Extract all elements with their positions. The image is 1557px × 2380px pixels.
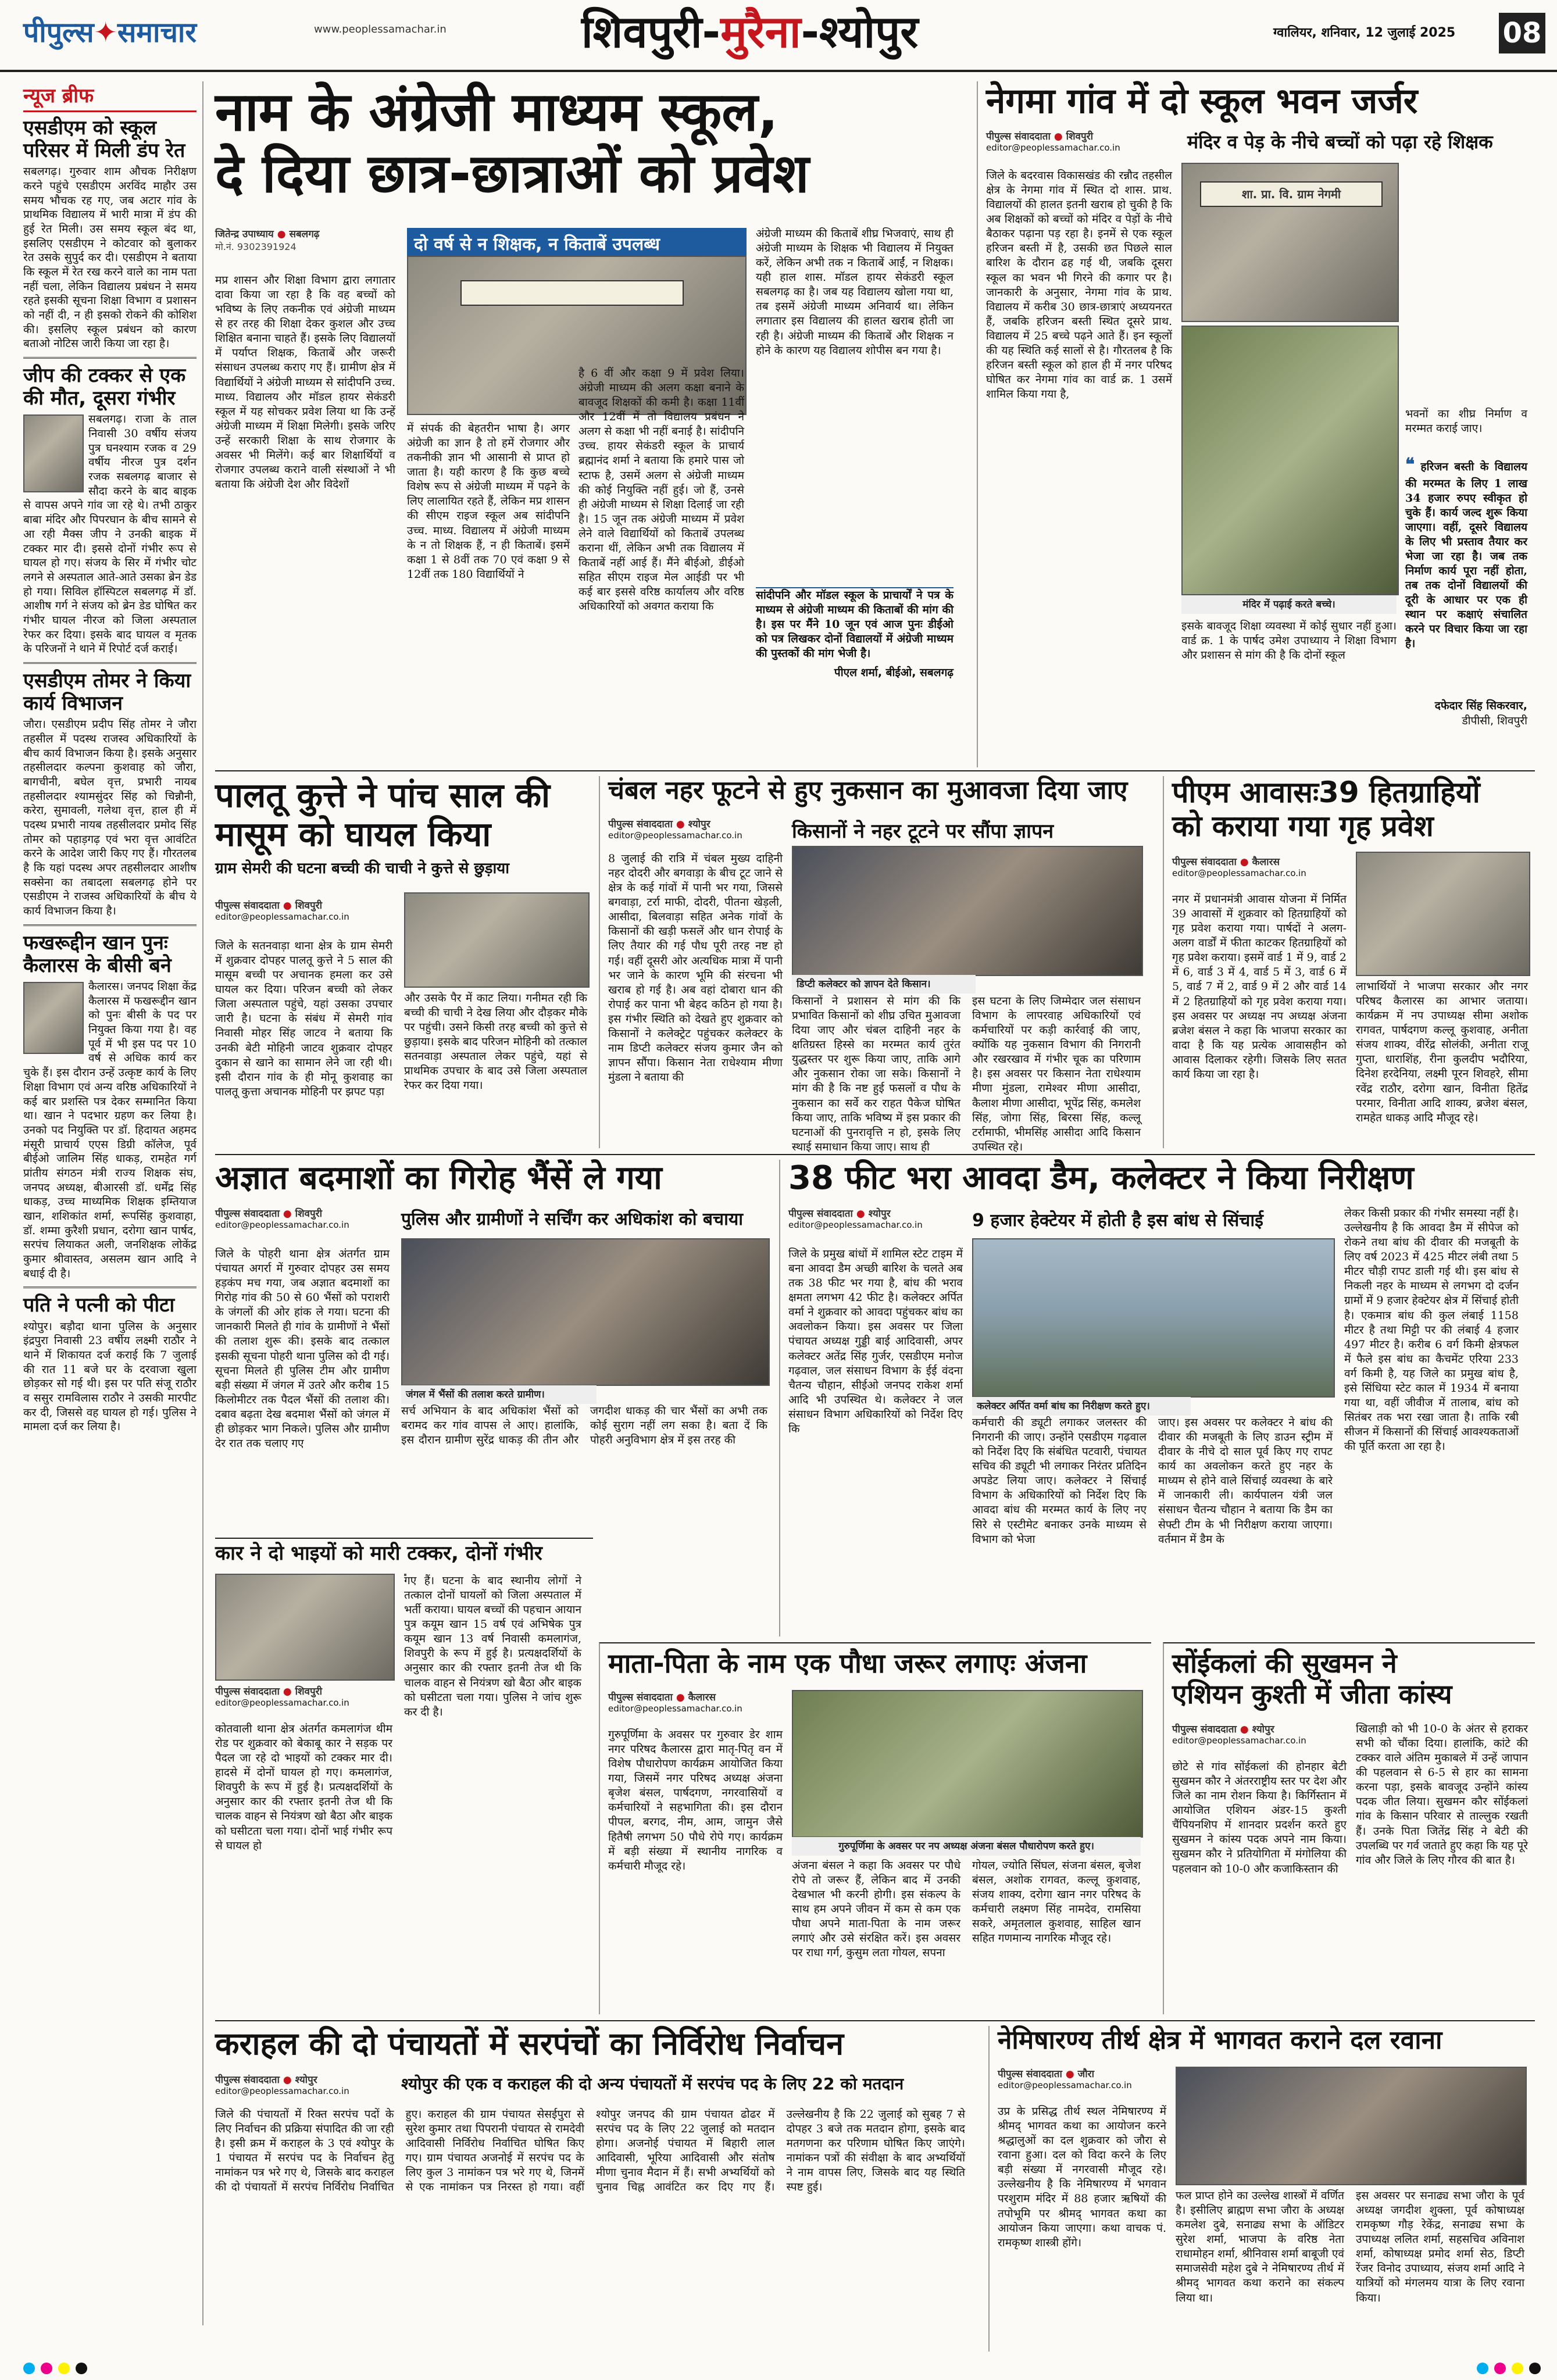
naimisharanya-headline: नेमिषारण्य तीर्थ क्षेत्र में भागवत कराने दल रवाना [998,2025,1442,2055]
brief-body: सबलगढ़। गुरुवार शाम औचक निरीक्षण करने पहुंचे एसडीएम अरविंद माहौर उस समय भौचक रह गए, जब अटार गांव के प्राथमिक विद्यालय में भारी मात्रा में डंप की हुई रेत मिली। उस समय स्कूल बंद था, इसलिए एसडीएम ने कोटवार को बुलाकर रेत उसके सुपुर्द कर दी। एसडीएम ने बताया कि स्कूल में रेत रख करने वाले का नाम पता नहीं चला, लेकिन विद्यालय प्रबंधन ने समय रहते इसकी सूचना शिक्षा विभाग व प्रशासन को नहीं दी, न ही इसको रोकने की कोशिश की। इसलिए स्कूल प्रबंधन को कारण बताओ नोटिस जारी किया जा रहा है। [23,165,197,351]
byline-name: पीपुल्स संवाददाता [986,131,1051,142]
lead-headline-1: नाम के अंग्रेजी माध्यम स्कूल, [215,81,779,143]
quote-author-title: डीपीसी, शिवपुरी [1462,714,1527,727]
car-byline [215,1684,390,1717]
brief-item [23,932,197,1281]
byline-email[interactable]: editor@peoplessamachar.co.in [215,912,349,922]
tree-body-right: गोयल, ज्योति सिंघल, संजना बंसल, बृजेश बंसल, अशोक रागवत, कल्लू कुशवाह, संजय शाक्य, दरोगा खान नगर परिषद के कर्मचारी लक्ष्मण सिंह नामदेव, रामसिया सकरे, अमृतलाल कुशवाह, साहिल खान सहित गणमान्य नागरिक मौजूद रहे। [972,1859,1141,1945]
bullet-icon: ● [676,1692,685,1703]
pmay-body-left: नगर में प्रधानमंत्री आवास योजना में निर्मित 39 आवासों में शुक्रवार को हितग्राहियों को गृह प्रवेश कराया गया। पार्षदों ने अलग-अलग वार्डों में फीता काटकर हितग्राहियों को गृह प्रवेश कराया। इसमें वार्ड 1 में 9, वार्ड 2 में 6, वार्ड 3 में 4, वार्ड 5 में 3, वार्ड 6 में 5, वार्ड 7 में 2, वार्ड 9 में 2 और वार्ड 14 में 2 हितग्राहियों को गृह प्रवेश कराया गया। इस अवसर पर अध्यक्ष नप अध्यक्ष अंजना ब्रजेश बंसल ने कहा कि भाजपा सरकार का वादा है कि यह प्रत्येक आवासहीन को आवास दिलाकर रहेगी। जिसके लिए सतत कार्य किया जा रहा है। [1172,893,1347,1081]
lead-byline [215,227,390,267]
negma-quote-author [1405,698,1527,744]
lead-col-4: अंग्रेजी माध्यम की किताबें शीघ्र भिजवाएं, साथ ही अंग्रेजी माध्यम के शिक्षक भी विद्यालय में नियुक्त करें, लेकिन अभी तक न किताबें आईं, न शिक्षक। यही हाल शास. मॉडल हायर सेकंडरी स्कूल सबलगढ़ का है। जब यह विद्यालय खोला गया था, तब इसमें अंग्रेजी माध्यम अनिवार्य था। लेकिन लगातार इस विद्यालय की हालत खराब होती जा रही है। अंग्रेजी माध्यम की किताबें और शिक्षक न होने के कारण यह विद्यालय शोपीस बन गया है। [756,227,954,357]
griha-pravesh-photo [1356,852,1530,976]
negma-school-photo [1181,163,1399,322]
news-brief-sidebar [23,81,203,2325]
chambal-subhead: किसानों ने नहर टूटने पर सौंपा ज्ञापन [792,820,1054,843]
edition-shivpuri: शिवपुरी- [581,6,721,58]
byline-name: पीपुल्स संवाददाता [215,2074,280,2086]
car-body-left: कोतवाली थाना क्षेत्र अंतर्गत कमलागंज थीम रोड पर शुक्रवार को बेकाबू कार ने सड़क पर पैदल जा रहे दो भाइयों को टक्कर मार दी। हादसे में दोनों घायल हो गए। कमलागंज, शिवपुरी के रूप में हुई है। प्रत्यक्षदर्शियों के अनुसार कार की रफ्तार इतनी तेज थी कि चालक वाहन से नियंत्रण खो बैठा और बाइक को घसीटता चला गया। दोनों भाई गंभीर रूप से घायल हो [215,1723,392,1852]
byline-email[interactable]: editor@peoplessamachar.co.in [215,1698,349,1708]
gang-byline [215,1206,390,1239]
byline-name: पीपुल्स संवाददाता [215,1686,280,1698]
negma-body-right-top: भवनों का शीघ्र निर्माण व मरम्मत कराई जाए। [1405,408,1527,435]
gang-photo-caption: जंगल में भैंसों की तलाश करते ग्रामीण। [401,1385,597,1404]
byline-email[interactable]: editor@peoplessamachar.co.in [215,1220,349,1230]
bullet-icon: ● [283,1208,292,1220]
karahal-byline [215,2072,390,2105]
karahal-body: जिले की पंचायतों में रिक्त सरपंच पदों के लिए निर्वाचन की प्रक्रिया संपादित की जा रही है। इसी क्रम में कराहल के 3 एवं श्योपुर के 1 पंचायत में सरपंच पद के निर्वाचन हेतु नामांकन पत्र भरे गए थे, जिसके बाद कराहल की दो पंचायतों में सरपंच निर्विरोध निर्वाचित हुए। कराहल की ग्राम पंचायत सेसईपुरा से सुरेश कुमार तथा पिपरानी पंचायत से रामदेवी आदिवासी निर्विरोध निर्वाचित घोषित किए गए। ग्राम पंचायत अजनोई में सरपंच पद के लिए कुल 3 नामांकन पत्र भरे गए थे, जिनमें से एक नामांकन पत्र निरस्त हो गया। वहीं श्योपुर जनपद की ग्राम पंचायत ढोढर में सरपंच पद के लिए 22 जुलाई को मतदान होगा। अजनोई पंचायत में बिहारी लाल आदिवासी, भूरिया आदिवासी और संतोष मीणा चुनाव मैदान में हैं। सभी अभ्यर्थियों को चुनाव चिह्न आवंटित कर दिए गए हैं। उल्लेखनीय है कि 22 जुलाई को सुबह 7 से दोपहर 3 बजे तक मतदान होगा, इसके बाद मतगणना कर परिणाम घोषित किए जाएंगे। नामांकन पत्रों की संवीक्षा के बाद अभ्यर्थियों ने नाम वापस लिए, जिसके बाद यह स्थिति स्पष्ट हुई। [215,2108,965,2194]
dam-body-far: लेकर किसी प्रकार की गंभीर समस्या नहीं है। उल्लेखनीय है कि आवदा डैम में सीपेज को रोकने तथा बांध की दीवार की मजबूती के लिए वर्ष 2023 में 425 मीटर लंबी तथा 5 मीटर चौड़ी रापट डाली गई थी। इस बांध से निकली नहर के माध्यम से लगभग दो दर्जन ग्रामों में 9 हजार हेक्टेयर क्षेत्र में सिंचाई होती है। एकमात्र बांध की कुल लंबाई 1158 मीटर है तथा मिट्टी पर की लंबाई 4 हजार 497 मीटर है। करीब 6 वर्ग किमी क्षेत्रफल में फैले इस बांध का कैचमेंट एरिया 233 वर्ग किमी है, यह जिले का प्रमुख बांध है, इसे सिंधिया स्टेट काल में 1934 में बनाया गया था, वहीं जीवीज में तालाब, बांध को सितंबर तक भरा रखा जाता है। ताकि रबी सीजन में किसानों की सिंचाई आवश्यकताओं की पूर्ति करता आ रहा है। [1344,1207,1519,1453]
byline-name: जितेन्द्र उपाध्याय [215,228,274,240]
byline-place: श्योपुर [868,1208,891,1220]
tree-headline: माता-पिता के नाम एक पौधा जरूर लगाएः अंजना [608,1648,1087,1679]
byline-place: शिवपुरी [295,900,323,912]
chambal-body-left: 8 जुलाई की रात्रि में चंबल मुख्य दाहिनी नहर दोदरी और बगवाड़ा के बीच टूट जाने से क्षेत्र के कई गांवों में पानी भर गया, जिससे बगवाड़ा, टर्रा माफी, दोदरी, पीतना खेड़ली, आसीदा, बिलवाड़ा सहित अनेक गांवों के किसानों की खड़ी फसलें और धान रोपाई के लिए तैयार की गई पौध पूरी तरह नष्ट हो गई। वहीं दूसरी ओर अत्यधिक मात्रा में पानी भर जाने के कारण भूमि की संरचना भी खराब हो गई है। अब वहां दोबारा धान की रोपाई कर पाना भी बेहद कठिन हो गया है। इस गंभीर स्थिति को देखते हुए शुक्रवार को किसानों ने कलेक्ट्रेट पहुंचकर कलेक्टर के नाम डिप्टी कलेक्टर संजय कुमार जैन को ज्ञापन सौंपा। किसान नेता राधेश्याम मीणा मुंडला ने बताया की [608,852,783,1084]
byline-email[interactable]: editor@peoplessamachar.co.in [608,830,742,841]
chambal-body-right: इस घटना के लिए जिम्मेदार जल संसाधन विभाग के लापरवाह अधिकारियों एवं कर्मचारियों पर कड़ी कार्रवाई की जाए, क्योंकि यह नुकसान विभाग की निगरानी और रखरखाव में गंभीर चूक का परिणाम है। इस अवसर पर किसान नेता राधेश्याम मीणा मुंडला, रामेश्वर मीणा आसीदा, कैलाश मीणा आसीदा, भूपेंद्र सिंह, कमलेश सिंह, जोगा सिंह, बिरसा सिंह, कल्लू टर्रामाफी, भीमसिंह आसीदा आदि किसान उपस्थित रहे। [972,995,1141,1153]
bullet-icon: ● [1240,856,1249,868]
dam-body-left: जिले के प्रमुख बांधों में शामिल स्टेट टाइम में बना आवदा डैम अच्छी बारिश के चलते अब तक 38 फीट भर गया है, बांध की भराव क्षमता लगभग 42 फीट है। कलेक्टर अर्पित वर्मा ने शुक्रवार को आवदा पहुंचकर बांध का अवलोकन किया। इस अवसर पर जिला पंचायत अध्यक्ष गुड्डी बाई आदिवासी, अपर कलेक्टर अतेंद्र सिंह गुर्जर, एसडीएम मनोज गढ़वाल, जल संसाधन विभाग के ईई वंदना चैतन्य चौहान, सीईओ जनपद राकेश शर्मा आदि भी उपस्थित थे। कलेक्टर ने जल संसाधन विभाग अधिकारियों को निर्देश दिए कि [788,1248,963,1435]
lead-col-2: में संपर्क की बेहतरीन भाषा है। अगर अंग्रेजी का ज्ञान है तो हमें रोजगार और तकनीकी ज्ञान भी आसानी से प्राप्त हो जाता है। यही कारण है कि कुछ बच्चे विशेष रूप से अंग्रेजी माध्यम में पढ़ने के लिए लालायित रहते हैं, लेकिन मप्र शासन की सीएम राइज स्कूल अब सांदीपनि उच्च. माध्य. विद्यालय में अंग्रेजी माध्यम के न तो शिक्षक हैं, न ही किताबें। इसमें कक्षा 1 से 8वीं तक 70 एवं कक्षा 9 से 12वीं तक 180 विद्यार्थियों ने [407,422,570,581]
lead-story [215,81,965,767]
byline-place: शिवपुरी [295,1208,323,1220]
byline-place: सबलगढ़ [289,228,320,240]
negma-strap: मंदिर व पेड़ के नीचे बच्चों को पढ़ा रहे शिक्षक [1187,131,1493,153]
brief-item [23,670,197,919]
school-sign-board: शा. प्रा. वि. ग्राम नेगमी [1200,181,1383,207]
negma-quote-text [1405,453,1527,686]
paper-name-left: पीपुल्स [23,16,94,49]
brief-headline: फखरूद्दीन खान पुनः कैलारस के बीसी बने [23,931,172,977]
naimisharanya-story [988,2026,1535,2352]
byline-email[interactable]: editor@peoplessamachar.co.in [215,2086,349,2096]
byline-place: शिवपुरी [1066,131,1094,142]
dateline: ग्वालियर, शनिवार, 12 जुलाई 2025 [1273,26,1456,40]
brief-item [23,364,197,656]
brief-body: सबलगढ़। राजा के ताल निवासी 30 वर्षीय संजय पुत्र घनश्याम रजक व 29 वर्षीय नीरज पुत्र दर्शन रजक सबलगढ़ बाजार से सौदा करने के बाद बाइक से वापस अपने गांव जा रहे थे। तभी ठाकुर बाबा मंदिर और पिपरघान के बीच सामने से आ रही मैक्स जीप ने उनकी बाइक में टक्कर मार दी। इससे दोनों गंभीर रूप से घायल हो गए। संजय के सिर में गंभीर चोट लगने से अस्पताल आते-आते उसका ब्रेन डेड हो गया। सिविल हॉस्पिटल सबलगढ़ में डॉ. आशीष गर्ग ने संजय को ब्रेन डेड घोषित कर गंभीर घायल नीरज को जिला अस्पताल रेफर कर दिया। इसके बाद घायल व मृतक के परिजनों ने थाने में रिपोर्ट दर्ज कराई। [23,413,197,656]
negma-body-right-bottom: इसके बावजूद शिक्षा व्यवस्था में कोई सुधार नहीं हुआ। वार्ड क्र. 1 के पार्षद उमेश उपाध्याय ने शिक्षा विभाग और प्रशासन से मांग की है कि दोनों स्कूल [1181,620,1397,662]
tree-byline [608,1690,783,1723]
pm-awas-story [1163,776,1535,1148]
naimisharanya-body-left: उप्र के प्रसिद्ध तीर्थ स्थल नेमिषारण्य में श्रीमद् भागवत कथा का आयोजन करने श्रद्धालुओं का दल शुक्रवार को जौरा से रवाना हुआ। दल को विदा करने के लिए बड़ी संख्या में नगरवासी मौजूद रहे। उल्लेखनीय है कि नेमिषारण्य में भगवान परशुराम मंदिर में 88 हजार ऋषियों की तपोभूमि पर श्रीमद् भागवत कथा का आयोजन किया जाएगा। कथा वाचक पं. रामकृष्ण शास्त्री होंगे। [998,2105,1166,2249]
quote-body: हरिजन बस्ती के विद्यालय की मरम्मत के लिए 1 लाख 34 हजार रुपए स्वीकृत हो चुके हैं। कार्य जल्द शुरू किया जाएगा। वहीं, दूसरे विद्यालय के लिए भी प्रस्ताव तैयार कर भेजा जा रहा है। जब तक निर्माण कार्य पूरा नहीं होता, तब तक दोनों विद्यालयों की दूरी के आधार पर एक ही स्थान पर कक्षाएं संचालित करने पर विचार किया जा रहा है। [1405,460,1527,651]
byline-name: पीपुल्स संवाददाता [608,819,673,830]
gang-headline: अज्ञात बदमाशों का गिरोह भैंसें ले गया [215,1159,662,1197]
hospital-injured-photo [215,1574,395,1681]
dam-body-mid: कर्मचारी की ड्यूटी लगाकर जलस्तर की निगरानी की जाए। उन्होंने एसडीएम गढ़वाल को निर्देश दिए कि संबंधित पटवारी, पंचायत सचिव की ड्यूटी भी लगाकर निरंतर प्रतिदिन अपडेट लिया जाए। कलेक्टर ने सिंचाई विभाग के अधिकारियों को निर्देश दिए कि आवदा बांध की मरम्मत कार्य के लिए नए सिरे से एस्टीमेट बनाकर उनके माध्यम से विभाग को भेजा [972,1416,1147,1546]
bullet-icon: ● [1054,131,1063,142]
karahal-strap: श्योपुर की एक व कराहल की दो अन्य पंचायतों में सरपंच पद के लिए 22 को मतदान [401,2074,904,2093]
naimisharanya-body-far: इस अवसर पर सनाढ्य सभा जौरा के पूर्व अध्यक्ष जगदीश शुक्ला, पूर्व कोषाध्यक्ष रामकृष्ण गौड़ रेकेंद्र, सनाढ्य सभा के उपाध्यक्ष ललित शर्मा, सहसचिव अविनाश शर्मा, कोषाध्यक्ष प्रमोद शर्मा सेठ, डिप्टी रेंजर विनोद उपाध्याय, संजय शर्मा आदि ने यात्रियों को मंगलमय यात्रा के लिए रवाना किया। [1356,2189,1524,2304]
wrestling-headline-1: सोंईकलां की सुखमन ने [1172,1648,1397,1679]
quote-author-name: दफेदार सिंह सिकरवार, [1434,699,1527,712]
car-headline: कार ने दो भाइयों को मारी टक्कर, दोनों गंभीर [215,1542,542,1565]
byline-email[interactable]: editor@peoplessamachar.co.in [986,142,1120,153]
wrestling-byline [1172,1722,1347,1754]
edition-morena: मुरैना [720,6,801,58]
gang-strap: पुलिस और ग्रामीणों ने सर्चिंग कर अधिकांश को बचाया [401,1209,744,1230]
wrestling-bronze-story [1163,1642,1535,2014]
karahal-headline: कराहल की दो पंचायतों में सरपंचों का निर्विरोध निर्वाचन [215,2025,844,2062]
byline-name: पीपुल्स संवाददाता [608,1692,673,1703]
bullet-icon: ● [1065,2068,1074,2080]
dog-bite-story [215,776,587,1148]
logo-mark-icon: ✦ [94,16,117,49]
tree-body-mid: अंजना बंसल ने कहा कि अवसर पर पौधे रोपे तो जरूर हैं, लेकिन बाद में उनकी देखभाल भी करनी होगी। इस संकल्प के साथ हम अपने जीवन में कम से कम एक पौधा अपने माता-पिता के नाम जरूर लगाएं और उसे संरक्षित करें। इस अवसर पर राधा गर्ग, कुसुम लता गोयल, सपना [792,1859,960,1960]
bullet-icon: ● [283,1686,292,1698]
dog-headline-1: पालतू कुत्ते ने पांच साल की [215,776,551,815]
negma-body-left: जिले के बदरवास विकासखंड की रन्नौद तहसील क्षेत्र के नेगमा गांव में स्थित दो शास. प्राथ. विद्यालयों की हालत इतनी खराब हो चुकी है कि अब शिक्षकों को बच्चों को मंदिर व पेड़ों के नीचे बैठाकर पढ़ाना पड़ रहा है। इनमें से एक स्कूल हरिजन बस्ती में है, उसकी छत पिछले साल बारिश के दौरान ढह गई थी, जबकि दूसरा स्कूल का भवन भी गिरने की कगार पर है। जानकारी के अनुसार, नेगमा गांव के प्राथ. विद्यालय में करीब 30 छात्र-छात्राएं अध्ययनरत हैं, जबकि हरिजन बस्ती स्थित दूसरे प्राथ. विद्यालय में 25 बच्चे पढ़ने आते हैं। इन स्कूलों की यह स्थिति कई सालों से है। गौरतलब है कि हरिजन बस्ती स्कूल को हाल ही में नगर परिषद घोषित कर नेगमा गांव का वार्ड क्र. 1 उसमें शामिल किया गया है, [986,169,1172,401]
brief-body: श्योपुर। बड़ौदा थाना पुलिस के अनुसार इंद्रपुरा निवासी 23 वर्षीय लक्ष्मी राठौर ने थाने में शिकायत दर्ज कराई कि 7 जुलाई की रात 11 बजे घर के दरवाजा खुला छोड़कर सो गई थी। इस पर पति संजू राठौर व ससुर रामविलास राठौर ने उसकी मारपीट कर दी, जिससे वह घायल हो गई। पुलिस ने मामला दर्ज कर लिया है। [23,1320,197,1434]
byline-place: कैलारस [688,1692,716,1703]
tree-plantation-story [599,1642,1151,2014]
paper-name-right: समाचार [117,16,197,49]
edition-title [581,6,1023,58]
lead-col-1: मप्र शासन और शिक्षा विभाग द्वारा लगातार दावा किया जा रहा है कि वह बच्चों को भविष्य के लिए तकनीक एवं अंग्रेजी माध्यम से हर तरह की शिक्षा देकर कुशल और उच्च शिक्षित बनाना चाहते हैं। इसके लिए विद्यालयों में पर्याप्त शिक्षक, किताबें और जरूरी संसाधन उपलब्ध कराए गए हैं। ग्रामीण क्षेत्र में विद्यार्थियों ने अंग्रेजी माध्यम से सांदीपनि उच्च. माध्य. विद्यालय और मॉडल हायर सेकंडरी स्कूल में यह सोचकर प्रवेश लिया था कि उन्हें अंग्रेजी माध्यम में शिक्षा मिलेगी। इसके जरिए उन्हें सरकारी शिक्षा के साथ रोजगार के अवसर भी मिलेंगे। कई बार शिक्षार्थियों व रोजगार उपलब्ध कराने वाली संस्थाओं ने भी बताया कि अंग्रेजी देश और विदेशों [215,274,395,491]
dam-inspection-photo [972,1238,1335,1398]
dam-byline [788,1206,963,1239]
pmay-headline-1: पीएम आवासः39 हितग्राहियों [1172,776,1480,809]
brief-body: कैलारस। जनपद शिक्षा केंद्र कैलारस में फखरूद्दीन खान को पुनः बीसी के पद पर नियुक्त किया गया है। वह पूर्व में भी इस पद पर 10 वर्ष से अधिक कार्य कर चुके हैं। इस दौरान उन्हें उत्कृष्ट कार्य के लिए शिक्षा विभाग एवं अन्य वरिष्ठ अधिकारियों ने कई बार प्रशस्ति पत्र देकर सम्मानित किया था। खान ने पदभार ग्रहण कर लिया है। उनको पद नियुक्ति पर डॉ. हिदायत अहमद मंसूरी प्राचार्य एएस डिग्री कॉलेज, पूर्व बीईओ जालिम सिंह धाकड़, रामहेत गर्ग प्रांतीय संगठन मंत्री राज्य शिक्षक संघ, जनपद अध्यक्ष, बीआरसी डॉ. धर्मेंद्र सिंह धाकड़, उच्च माध्यमिक शिक्षक इम्तियाज खान, शशिकांत शर्मा, रूपसिंह कुशवाहा, डॉ. शम्मा कुरैशी प्रधान, दरोगा खान पार्षद, सरपंच लियाकत अली, जनशिक्षक लोकेंद्र कुमार श्रीवास्तव, असलम खान आदि ने बधाई दी है। [23,980,197,1280]
temple-class-photo [1181,326,1399,595]
print-registration-marks [0,2360,1557,2378]
byline-email[interactable]: editor@peoplessamachar.co.in [608,1703,742,1714]
pmay-body-right: लाभार्थियों ने भाजपा सरकार और नगर परिषद कैलारस का आभार जताया। कार्यक्रम में नप उपाध्यक्ष सीमा अशोक रागवत, पार्षदगण कल्लू कुशवाह, अनीता संजय शाक्य, वीरेंद्र सोलंकी, अनीता राजू गुप्ता, धाराशिंह, रीना कुलदीप भदौरिया, दिनेश हरदेनिया, लक्ष्मी पूरन शिवहरे, सीमा रवेंद्र राठौर, दरोगा खान, विनीता हितेंद्र परमार, विनीता आदि शाक्य, ब्रजेश बंसल, रामहेत धाकड़ आदि मौजूद रहे। [1356,980,1528,1124]
pmay-headline-2: को कराया गया गृह प्रवेश [1172,809,1434,843]
byline-place: कैलारस [1252,856,1280,868]
news-brief-tag: न्यूज ब्रीफ [23,81,197,112]
dog-byline [215,898,390,933]
website-url[interactable]: www.peoplessamachar.in [314,23,447,35]
dam-body-right: जाए। इस अवसर पर कलेक्टर ने बांध की दीवार की मजबूती के लिए डाउन स्ट्रीम में दीवार के नीचे दो साल पूर्व किए गए रापट कार्य का अवलोकन करते हुए नहर के माध्यम से होने वाले सिंचाई व्यवस्था के बारे में जानकारी ली। कार्यपालन यंत्री जल संसाधन चैतन्य चौहान ने बताया कि डैम का सेफ्टी टीम के भी निरीक्षण कराया जाएगा। वर्तमान में डैम के [1158,1416,1333,1546]
car-accident-story [215,1538,593,2016]
negma-story [977,81,1535,767]
dam-photo-caption: कलेक्टर अर्पित वर्मा बांध का निरीक्षण करते हुए। [972,1397,1191,1416]
chambal-body-mid: किसानों ने प्रशासन से मांग की कि प्रभावित किसानों को शीघ्र उचित मुआवजा दिया जाए और चंबल दाहिनी नहर के क्षतिग्रस्त हिस्से का मरम्मत कार्य तुरंत युद्धस्तर पर शुरू किया जाए, ताकि आगे और नुकसान रोका जा सके। किसानों ने मांग की है कि नष्ट हुई फसलों व पौध के नुकसान का सर्वे कर राहत पैकेज घोषित किया जाए, ताकि भविष्य में इस प्रकार की घटनाओं की पुनरावृत्ति न हो, इसके लिए स्थाई समाधान किया जाए। साथ ही [792,995,960,1153]
fakhruddin-khan-photo [23,982,84,1054]
byline-name: पीपुल्स संवाददाता [215,900,280,912]
farmers-memorandum-photo [792,846,1143,976]
brief-headline: एसडीएम तोमर ने किया कार्य विभाजन [23,669,191,716]
brief-headline: जीप की टक्कर से एक की मौत, दूसरा गंभीर [23,364,186,410]
wrestling-body-right: खिलाड़ी को भी 10-0 के अंतर से हराकर सभी को चौंका दिया। हालांकि, कांटे की टक्कर वाले अंतिम मुकाबले में उन्हें जापान की पहलवान से 6-5 से हार का सामना करना पड़ा, इसके बावजूद उन्होंने कांस्य पदक जीत लिया। सुखमन कौर सोंईकलां गांव के किसान परिवार से ताल्लुक रखती हैं। उनके पिता जितेंद्र सिंह ने बेटी की उपलब्धि पर गर्व जताते हुए कहा कि यह पूरे गांव और जिले के लिए गौरव की बात है। [1356,1723,1528,1867]
wrestling-body-left: छोटे से गांव सोंईकलां की होनहार बेटी सुखमन कौर ने अंतरराष्ट्रीय स्तर पर देश और जिले का नाम रोशन किया है। किर्गिस्तान में आयोजित एशियन अंडर-15 कुश्ती चैंपियनशिप में शानदार प्रदर्शन करते हुए सुखमन ने कांस्य पदक अपने नाम किया। सुखमन कौर ने प्रतियोगिता में मंगोलिया की पहलवान को 10-0 और कजाकिस्तान की [1172,1760,1347,1875]
dog-body-right: और उसके पैर में काट लिया। गनीमत रही कि बच्ची की चाची ने देख लिया और दौड़कर मौके पर पहुंची। उसने किसी तरह बच्ची को कुत्ते से छुड़ाया। इसके बाद परिजन मोहिनी को तत्काल सतनवाड़ा अस्पताल लेकर पहुंचे, यहां से प्राथमिक उपचार के बाद उसे जिला अस्पताल रेफर कर दिया गया। [404,992,587,1092]
byline-place: श्योपुर [1252,1724,1274,1735]
naimisharanya-body-right: फल प्राप्त होने का उल्लेख शास्त्रों में वर्णित है। इसीलिए ब्राह्मण सभा जौरा के अध्यक्ष कमलेश दुबे, सनाढ्य सभा के ऑडिटर सुरेश शर्मा, भाजपा के वरिष्ठ नेता राधामोहन शर्मा, श्रीनिवास शर्मा बाबूजी एवं समाजसेवी महेश दुबे ने नेमिषारण्य तीर्थ में श्रीमद् भागवत कथा कराने का संकल्प लिया था। [1176,2189,1344,2304]
quote-icon: ❝ [1405,455,1415,475]
wrestling-headline-2: एशियन कुश्ती में जीता कांस्य [1172,1678,1452,1710]
tree-photo-caption: गुरुपूर्णिमा के अवसर पर नप अध्यक्ष अंजना बंसल पौधारोपण करते हुए। [792,1837,1141,1856]
villagers-search-photo [401,1238,770,1386]
negma-headline: नेगमा गांव में दो स्कूल भवन जर्जर [986,81,1418,121]
byline-place: जौरा [1077,2068,1094,2080]
pilgrims-group-photo [1176,2067,1527,2185]
plantation-photo [792,1690,1143,1838]
byline-place: शिवपुरी [295,1686,323,1698]
lead-headline-2: दे दिया छात्र-छात्राओं को प्रवेश [215,142,809,205]
byline-email[interactable]: editor@peoplessamachar.co.in [998,2080,1132,2090]
brief-headline: पति ने पत्नी को पीटा [23,1293,175,1317]
accident-victim-photo [23,414,84,492]
bullet-icon: ● [277,228,286,240]
dam-headline: 38 फीट भरा आवदा डैम, कलेक्टर ने किया निरीक्षण [788,1159,1414,1197]
karahal-election-story [215,2026,977,2352]
byline-name: पीपुल्स संवाददाता [215,1208,280,1220]
gang-body-left: जिले के पोहरी थाना क्षेत्र अंतर्गत ग्राम पंचायत अगर्रा में गुरुवार दोपहर उस समय हड़कंप मच गया, जब अज्ञात बदमाशों का गिरोह गांव की 50 से 60 भैंसों को पराशरी के जंगलों की ओर हांक ले गया। घटना की जानकारी मिलते ही गांव के ग्रामीणों ने भैंसों की तलाश शुरू की। इसके बाद तत्काल इसकी सूचना पोहरी थाना पुलिस को दी गई। सूचना मिलते ही पुलिस टीम और ग्रामीण बड़ी संख्या में जंगल में उतरे और करीब 15 किलोमीटर तक पैदल भैंसों की तलाश की। दबाव बढ़ता देख बदमाश भैंसों को जंगल में ही छोड़कर भाग निकले। पुलिस और ग्रामीण देर रात तक चलाए गए [215,1248,390,1450]
bullet-icon: ● [283,2074,292,2086]
chambal-photo-caption: डिप्टी कलेक्टर को ज्ञापन देते किसान। [792,975,976,994]
byline-name: पीपुल्स संवाददाता [1172,1724,1237,1735]
negma-byline [986,129,1178,164]
dog-strap: ग्राम सेमरी की घटना बच्ची की चाची ने कुत्ते से छुड़ाया [215,860,509,878]
pullquote-text: सांदीपनि और मॉडल स्कूल के प्राचार्यों ने पत्र के माध्यम से अंग्रेजी माध्यम की किताबों की मांग की है। इस पर मैंने 10 जून एवं आज पुनः डीईओ को पत्र लिखकर दोनों विद्यालयों में अंग्रेजी माध्यम की पुस्तकों की मांग भेजी है। [756,589,954,660]
byline-place: श्योपुर [688,819,710,830]
tree-body-left: गुरुपूर्णिमा के अवसर पर गुरुवार डेर शाम नगर परिषद कैलारस द्वारा मातृ-पितृ वन में विशेष पौधारोपण कार्यक्रम आयोजित किया गया, जिसमें नगर परिषद अध्यक्ष अंजना बृजेश बंसल, पार्षदगण, नगरवासियों व कर्मचारियों ने सहभागिता की। इस दौरान पीपल, बरगद, नीम, आम, जामुन जैसे हितैषी लगभग 50 पौधे रोपे गए। कार्यक्रम में बड़ी संख्या में स्थानीय नागरिक व कर्मचारी मौजूद रहे। [608,1728,783,1872]
byline-name: पीपुल्स संवाददाता [788,1208,853,1220]
chambal-canal-story [599,776,1151,1153]
byline-name: पीपुल्स संवाददाता [1172,856,1237,868]
brief-item [23,1294,197,1434]
dog-headline-2: मासूम को घायल किया [215,814,491,854]
bullet-icon: ● [856,1208,865,1220]
byline-email[interactable]: editor@peoplessamachar.co.in [1172,868,1306,878]
bullet-icon: ● [283,900,292,912]
temple-class-caption: मंदिर में पढ़ाई करते बच्चे। [1181,595,1397,614]
lead-strap: दो वर्ष से न शिक्षक, न किताबें उपलब्ध [407,228,747,258]
edition-sheopur: -श्योपुर [801,6,919,58]
byline-email[interactable]: editor@peoplessamachar.co.in [788,1220,923,1230]
dam-strap: 9 हजार हेक्टेयर में होती है इस बांध से सिंचाई [972,1210,1263,1231]
buffalo-theft-story [215,1160,767,1532]
bullet-icon: ● [676,819,685,830]
byline-name: पीपुल्स संवाददाता [998,2068,1062,2080]
dog-victim-photo [404,892,590,988]
lead-pullquote [756,587,954,757]
pullquote-author: पीएल शर्मा, बीईओ, सबलगढ़ [834,666,954,680]
byline-place: श्योपुर [295,2074,317,2086]
chambal-headline: चंबल नहर फूटने से हुए नुकसान का मुआवजा दिया जाए [608,776,1128,805]
byline-mobile: मो.नं. 9302391924 [215,241,297,252]
pmay-byline [1172,855,1347,887]
masthead [0,0,1557,72]
gang-body-right: सर्च अभियान के बाद अधिकांश भैंसों को बरामद कर गांव वापस ले आए। हालांकि, इस दौरान ग्रामीण सुरेंद्र धाकड़ की तीन और जगदीश धाकड़ की चार भैंसों का अभी तक कोई सुराग नहीं लग सका है। बता दें कि पोहरी अनुविभाग क्षेत्र में इस तरह की [401,1405,767,1447]
naimisharanya-byline [998,2067,1172,2099]
brief-body: जौरा। एसडीएम प्रदीप सिंह तोमर ने जौरा तहसील में पदस्थ राजस्व अधिकारियों के बीच कार्य विभाजन किया है। इसके अनुसार तहसीलदार कल्पना कुशवाह को जौरा, बागचीनी, बघेल वृत्त, प्रभारी नायब तहसीलदार श्यामसुंदर सिंह को चिन्नौनी, करेरा, सुमावली, गलेथा वृत्त, हाल ही में पदस्थ प्रभारी नायब तहसीलदार प्रमोद सिंह तोमर को पहाड़गढ़ एवं भरा वृत्त आवंटित करने के आदेश जारी किए गए हैं। गौरतलब है कि यहां पदस्थ अपर तहसीलदार आशीष सक्सेना का तबादला सबलगढ़ होने पर एसडीएम ने राजस्व अधिकारियों के बीच ये कार्य विभाजन किया है। [23,718,197,918]
chambal-byline [608,817,783,849]
brief-headline: एसडीएम को स्कूल परिसर में मिली डंप रेत [23,116,185,163]
lead-col-3: है 6 वीं और कक्षा 9 में प्रवेश लिया। अंग्रेजी माध्यम की अलग कक्षा बनाने के बावजूद शिक्षकों की कमी है। कक्षा 11वीं और 12वीं में तो विद्यालय प्रबंधन ने अलग से कक्षा भी नहीं बनाई है। सांदीपनि उच्च. हायर सेकंडरी स्कूल के प्राचार्य ब्रह्मानंद शर्मा ने बताया कि हमारे पास जो स्टाफ है, उसमें अलग से अंग्रेजी माध्यम की कोई नियुक्ति नहीं हुई। जो हैं, उनसे ही अंग्रेजी माध्यम से शिक्षा दिलाई जा रही है। 15 जून तक अंग्रेजी माध्यम में प्रवेश लेने वाले विद्यार्थियों को किताबें उपलब्ध कराना थीं, लेकिन अभी तक विद्यालय में किताबें नहीं आई हैं। मैंने बीईओ, डीईओ सहित सीएम राइज मेल आईडी पर भी कई बार इससे वरिष्ठ कार्यालय और वरिष्ठ अधिकारियों को अवगत कराया कि [578,367,744,613]
byline-email[interactable]: editor@peoplessamachar.co.in [1172,1735,1306,1746]
awada-dam-story [779,1160,1535,1636]
car-body-right: गए हैं। घटना के बाद स्थानीय लोगों ने तत्काल दोनों घायलों को जिला अस्पताल में भर्ती कराया। घायल बच्चों की पहचान आयान पुत्र कयूम खान 15 वर्ष एवं अभिषेक पुत्र कयूम खान 13 वर्ष निवासी कमलागंज, शिवपुरी के रूप में हुई है। प्रत्यक्षदर्शियों के अनुसार कार की रफ्तार इतनी तेज थी कि चालक वाहन से नियंत्रण खो बैठा और बाइक को घसीटता चला गया। पुलिस ने जांच शुरू कर दी है। [404,1574,581,1718]
dog-body-left: जिले के सतनवाड़ा थाना क्षेत्र के ग्राम सेमरी में शुक्रवार दोपहर पालतू कुत्ते ने 5 साल की मासूम बच्ची पर अचानक हमला कर उसे घायल कर दिया। परिजन बच्ची को लेकर जिला अस्पताल पहुंचे, यहां उसका उपचार जारी है। घटना के संबंध में सेमरी गांव निवासी मोहर सिंह जाटव ने बताया कि उनकी बेटी मोहिनी जाटव शुक्रवार दोपहर दुकान से खाने का सामान लेने जा रही थी। इसी दौरान गांव के ही मोनू कुशवाह का पालतू कुत्ता अचानक मोहिनी पर झपट पड़ा [215,939,392,1098]
bullet-icon: ● [1240,1724,1249,1735]
paper-logo [23,13,302,48]
brief-item [23,117,197,351]
page-number: 08 [1499,13,1545,53]
